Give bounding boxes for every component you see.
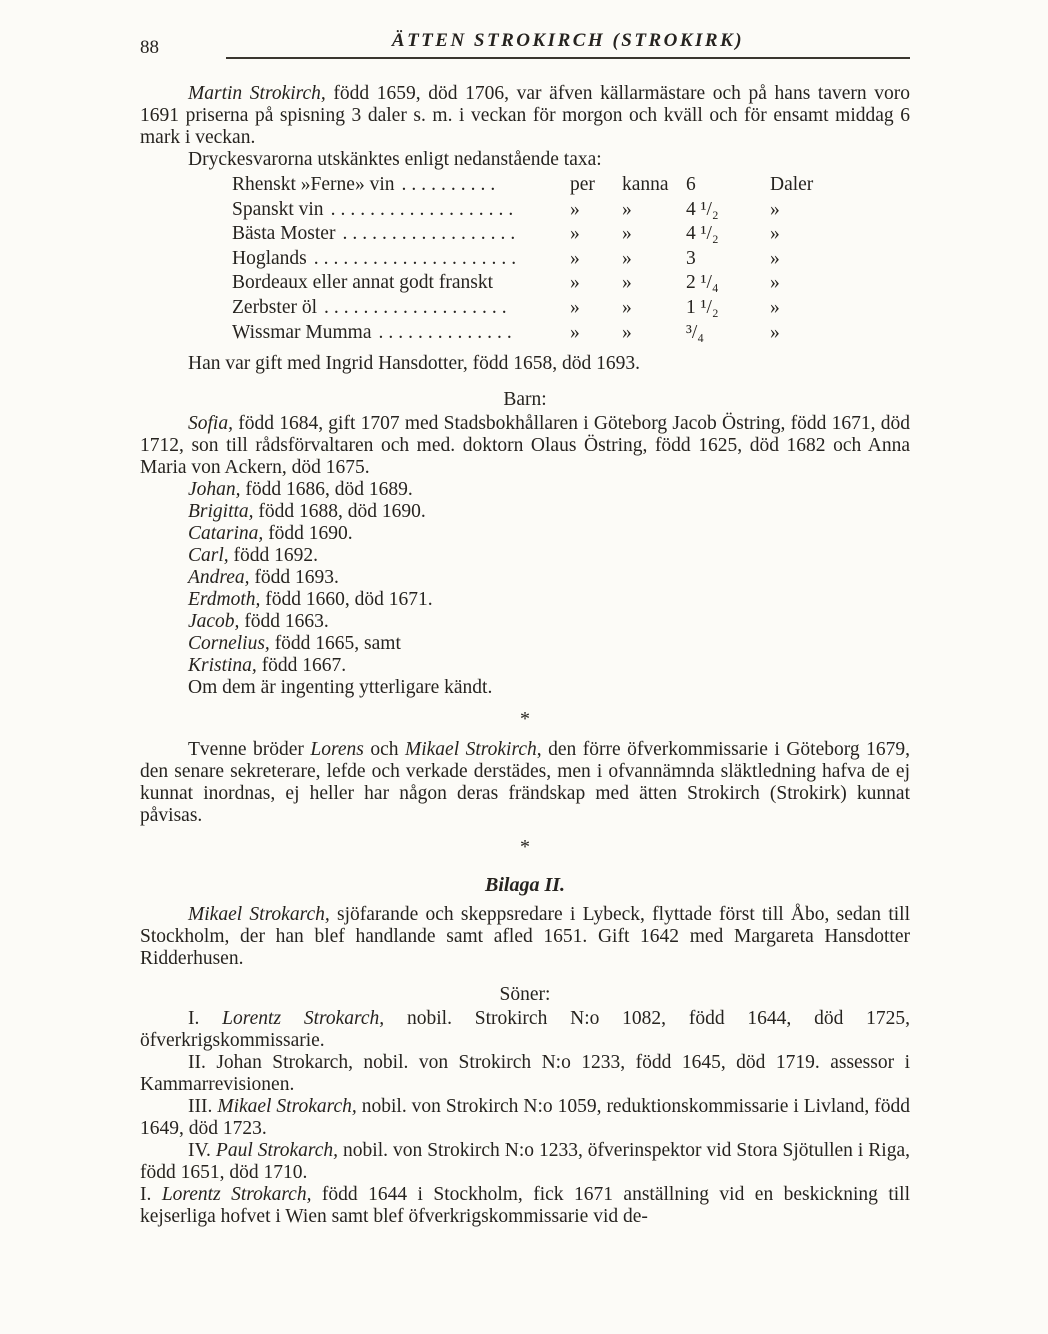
- price-cell: 4 ¹/₂: [686, 198, 719, 220]
- person-name-martin: Martin Strokirch,: [188, 83, 326, 104]
- unit-cell: Daler: [770, 174, 814, 195]
- unit-cell: »: [770, 296, 780, 318]
- person-name: Catarina,: [188, 523, 264, 545]
- child-line-text: född 1686, död 1689.: [240, 479, 413, 501]
- son-numeral: III.: [188, 1096, 218, 1118]
- person-name-lorens: Lorens: [310, 739, 364, 761]
- person-name: Johan Strokarch,: [216, 1052, 353, 1074]
- son-numeral: I.: [188, 1008, 223, 1030]
- child-line: [140, 589, 910, 611]
- son-entry: [140, 1096, 910, 1140]
- child-line-text: född 1665, samt: [269, 633, 401, 655]
- person-name: Erdmoth,: [188, 589, 261, 611]
- price-row: [232, 321, 910, 346]
- person-name-sofia: Sofia,: [188, 413, 233, 435]
- final-paragraph-text: född 1644 i Stockholm, fick 1671 anställning vid en beskickning till kejserliga hofvet i Wien samt blef öfverkrigskommissarie vid de-: [140, 1184, 910, 1228]
- paragraph-sofia: [140, 413, 910, 479]
- page-header: [140, 30, 910, 59]
- paragraph-taxa-intro: [140, 149, 910, 171]
- son-entry: [140, 1008, 910, 1052]
- child-line: [140, 545, 910, 567]
- son-entry-text: nobil. Strokirch N:o 1082, född 1644, död 1725, öfverkrigskommissarie.: [140, 1008, 910, 1052]
- brothers-text: och: [363, 739, 405, 761]
- child-line-text: född 1660, död 1671.: [260, 589, 433, 611]
- paragraph-marriage: Han var gift med Ingrid Hansdotter, född 1658, död 1693.: [188, 353, 640, 375]
- paragraph-sofia-text: född 1684, gift 1707 med Stadsbokhållaren i Göteborg Jacob Östring, född 1671, död 1712, son till rådsförvaltaren och med. doktorn Olaus Östring, född 1625, död 1682 och Anna Maria von Ackern, död 1675.: [140, 413, 910, 479]
- children-closing: Om dem är ingenting ytterligare kändt.: [188, 677, 493, 699]
- per-cell: »: [570, 296, 580, 318]
- child-line: [140, 479, 910, 501]
- running-title-rule: [226, 30, 910, 59]
- drink-name: Rhenskt »Ferne» vin: [232, 174, 395, 195]
- kanna-cell: »: [622, 296, 632, 318]
- paragraph-brothers: [140, 739, 910, 827]
- per-cell: »: [570, 272, 580, 294]
- paragraph-mikael-text: sjöfarande och skeppsredare i Lybeck, flyttade först till Åbo, sedan till Stockholm, der han blef handlande samt afled 1651. Gift 1642 med Margareta Hansdotter Ridderhusen.: [140, 904, 910, 970]
- price-cell: 1 ¹/₂: [686, 296, 719, 318]
- price-row: [232, 198, 910, 223]
- leader-dots: ..................: [342, 223, 521, 245]
- paragraph-martin-text: född 1659, död 1706, var äfven källarmästare och på hans tavern voro 1691 priserna på spisning 3 daler s. m. i veckan för morgon och kväll och för ensamt middag 6 mark i veckan.: [140, 83, 910, 148]
- child-line-text: född 1663.: [239, 611, 329, 633]
- running-title: ÄTTEN STROKIRCH (STROKIRK): [391, 30, 745, 51]
- page-number: 88: [140, 37, 159, 58]
- unit-cell: »: [770, 272, 780, 294]
- son-entry-text: nobil. von Strokirch N:o 1233, född 1645, död 1719. assessor i Kammarrevisionen.: [140, 1052, 910, 1096]
- child-line: [140, 611, 910, 633]
- person-name: Carl,: [188, 545, 229, 567]
- person-name: Kristina,: [188, 655, 257, 677]
- person-name: Jacob,: [188, 611, 240, 633]
- kanna-cell: »: [622, 272, 632, 294]
- brothers-text: Tvenne bröder: [188, 739, 311, 761]
- person-name-mikael-strokarch: Mikael Strokarch,: [188, 904, 330, 926]
- kanna-cell: kanna: [622, 174, 669, 195]
- paragraph-mikael-strokarch: [140, 904, 910, 970]
- person-name: Cornelius,: [188, 633, 270, 655]
- brothers-text: , den förre öfverkommissarie i Göteborg 1679, den senare sekreterare, lefde och verkade derstädes, men i ofvannämnda släktledning hafva de ej kunnat inordnas, ej heller har någon deras frändskap med ätten Strokirch (Strokirk) kunnat påvisas.: [140, 739, 911, 827]
- person-name: Paul Strokarch,: [215, 1140, 339, 1162]
- child-line-text: född 1688, död 1690.: [253, 501, 426, 523]
- son-entry: [140, 1052, 910, 1096]
- drink-name: Hoglands: [232, 247, 307, 269]
- child-line-text: född 1692.: [228, 545, 319, 567]
- sons-heading: Söner:: [499, 984, 551, 1006]
- leader-dots: [493, 272, 500, 293]
- leader-dots: .....................: [313, 247, 522, 269]
- son-numeral: I.: [140, 1184, 162, 1206]
- per-cell: per: [570, 174, 595, 195]
- child-line-text: född 1693.: [249, 567, 339, 589]
- leader-dots: ..........: [401, 174, 501, 195]
- price-cell: ³/₄: [686, 321, 705, 343]
- price-row: [232, 222, 910, 247]
- person-name: Johan,: [188, 479, 241, 501]
- paragraph-lorentz-final: [140, 1184, 910, 1228]
- person-name: Mikael Strokarch,: [217, 1096, 357, 1118]
- kanna-cell: »: [622, 321, 632, 343]
- person-name: Brigitta,: [188, 501, 254, 523]
- unit-cell: »: [770, 223, 780, 245]
- price-cell: 2 ¹/₄: [686, 272, 719, 294]
- children-heading: Barn:: [503, 389, 547, 411]
- child-line-text: född 1667.: [256, 655, 347, 677]
- kanna-cell: »: [622, 247, 632, 269]
- per-cell: »: [570, 223, 580, 245]
- price-cell: 3: [686, 247, 696, 269]
- price-table: [232, 173, 910, 345]
- drink-name: Spanskt vin: [232, 198, 324, 220]
- taxa-intro-text: Dryckesvarorna utskänktes enligt nedanstående taxa:: [188, 149, 602, 170]
- leader-dots: ...................: [324, 296, 512, 318]
- price-row: [232, 173, 910, 198]
- text-block: [140, 83, 910, 1228]
- drink-name: Zerbster öl: [232, 296, 318, 318]
- per-cell: »: [570, 247, 580, 269]
- kanna-cell: »: [622, 223, 632, 245]
- child-line: [140, 633, 910, 655]
- son-entry-text: nobil. von Strokirch N:o 1059, reduktionskommissarie i Livland, född 1649, död 1723.: [140, 1096, 910, 1140]
- person-name: Lorentz Strokarch,: [222, 1008, 385, 1030]
- appendix-heading: Bilaga II.: [484, 874, 566, 897]
- unit-cell: »: [770, 321, 780, 343]
- drink-name: Bästa Moster: [232, 223, 336, 245]
- child-line: [140, 523, 910, 545]
- per-cell: »: [570, 198, 580, 220]
- person-name: Andrea,: [188, 567, 250, 589]
- section-separator-star: *: [520, 836, 530, 859]
- son-entry: [140, 1140, 910, 1184]
- per-cell: »: [570, 321, 580, 343]
- child-line: [140, 655, 910, 677]
- price-cell: 4 ¹/₂: [686, 223, 719, 245]
- drink-name: Wissmar Mumma: [232, 321, 372, 343]
- price-row: [232, 296, 910, 321]
- person-name-mikael: Mikael Strokirch: [404, 739, 537, 761]
- son-entry-text: nobil. von Strokirch N:o 1233, öfverinspektor vid Stora Sjötullen i Riga, född 1651, död 1710.: [140, 1140, 911, 1184]
- unit-cell: »: [770, 198, 780, 220]
- section-separator-star: *: [520, 708, 530, 731]
- kanna-cell: »: [622, 198, 632, 220]
- paragraph-martin: [140, 83, 910, 149]
- price-row: [232, 247, 910, 272]
- child-line-text: född 1690.: [263, 523, 353, 545]
- person-name-lorentz: Lorentz Strokarch,: [161, 1184, 312, 1206]
- son-numeral: IV.: [188, 1140, 216, 1162]
- unit-cell: »: [770, 247, 780, 269]
- price-row: [232, 271, 910, 296]
- child-line: [140, 567, 910, 589]
- child-line: [140, 501, 910, 523]
- drink-name: Bordeaux eller annat godt franskt: [232, 272, 493, 294]
- price-cell: 6: [686, 174, 696, 195]
- son-numeral: II.: [188, 1052, 217, 1074]
- leader-dots: ..............: [378, 321, 517, 343]
- leader-dots: ...................: [330, 198, 519, 220]
